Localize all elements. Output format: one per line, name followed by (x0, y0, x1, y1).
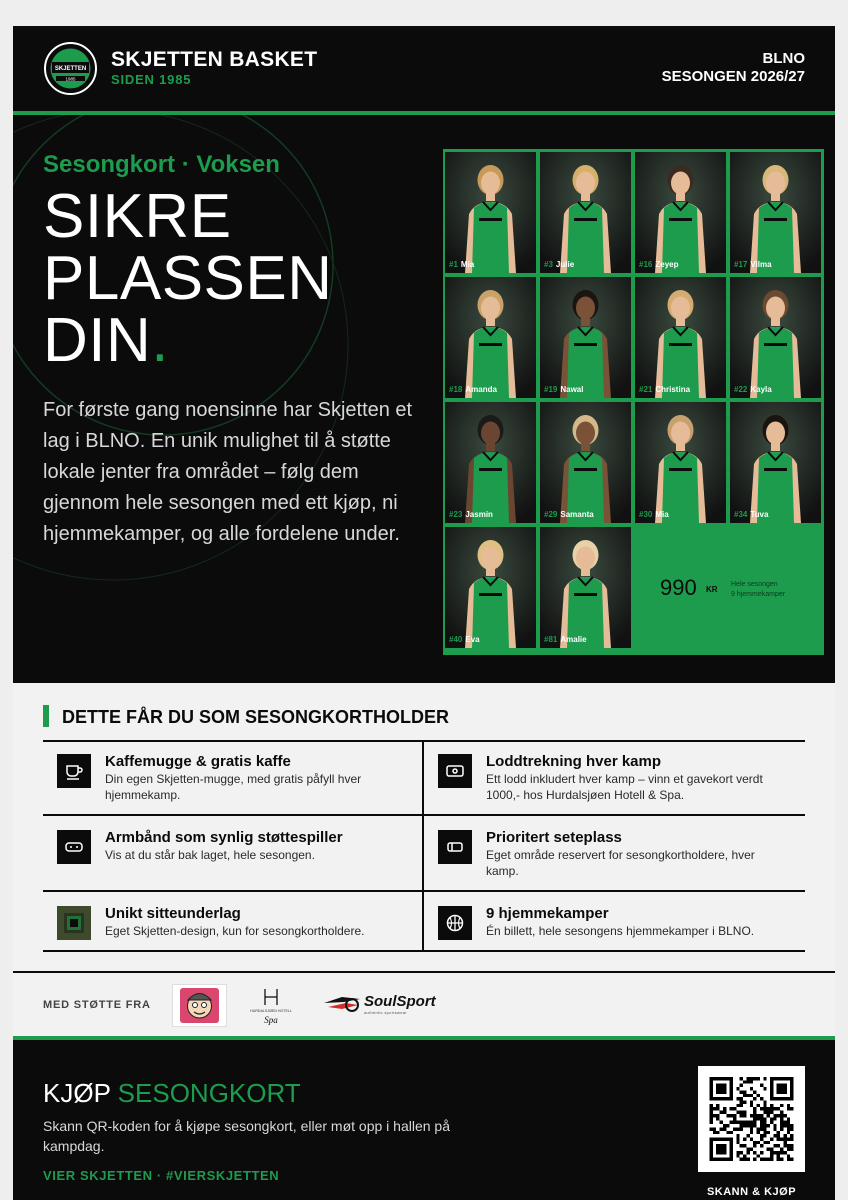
player-name: Zeyep (655, 260, 679, 269)
coffee-cup-icon (57, 754, 91, 788)
seat-icon (438, 830, 472, 864)
player-card (730, 152, 821, 273)
player-name: Mia (655, 510, 669, 519)
player-photo (730, 402, 821, 523)
player-caption (544, 260, 574, 269)
grid-divider (43, 814, 805, 816)
benefit-desc: Eget område reservert for sesongkortholdere, hver kamp. (486, 848, 755, 878)
player-caption (544, 635, 587, 644)
hotel-name: HURDALSJØEN HOTELL (250, 1009, 292, 1013)
player-card (635, 402, 726, 523)
footer-title (43, 1078, 301, 1109)
soulsport-name: SoulSport (364, 993, 436, 1010)
logo-year: 1985 (65, 76, 76, 82)
benefit-desc: Eget Skjetten-design, kun for sesongkortholdere. (105, 924, 365, 938)
qr-code[interactable] (698, 1066, 805, 1172)
player-caption (639, 510, 669, 519)
benefit-title: Loddtrekning hver kamp (486, 753, 662, 770)
club-logo (44, 42, 97, 95)
player-caption (734, 260, 772, 269)
player-card (540, 277, 631, 398)
player-name: Kayla (750, 385, 772, 394)
player-number: #17 (734, 260, 748, 269)
qr-code-icon (709, 1077, 794, 1161)
section-accent (43, 705, 49, 727)
benefit-item (424, 894, 794, 966)
basketball-icon (438, 906, 472, 940)
intro-text: For første gang noensinne har Skjetten et lag i BLNO. En unik mulighet til å støtte lokale jenter fra området – følg dem gjennom hele sesongen med ett kjøp, ni hjemmekamper, og alle fordelene under. (43, 399, 413, 545)
logo-text: SKJETTEN (54, 66, 87, 72)
sponsors-strip (13, 971, 835, 1038)
benefit-item (43, 742, 413, 814)
player-roster (443, 149, 824, 655)
player-photo (445, 527, 536, 648)
sponsor-logo-mascot (172, 984, 227, 1027)
benefit-desc: Én billett, hele sesongens hjemmekamper i BLNO. (486, 924, 755, 938)
wristband-icon (57, 830, 91, 864)
player-card (445, 152, 536, 273)
headline-line-2: PLASSEN (43, 244, 333, 313)
player-number: #30 (639, 510, 653, 519)
player-number: #29 (544, 510, 558, 519)
player-number: #18 (449, 385, 463, 394)
player-card (445, 402, 536, 523)
player-caption (639, 260, 678, 269)
player-name: Vilma (750, 260, 772, 269)
player-photo (635, 277, 726, 398)
player-caption (734, 385, 772, 394)
hero (13, 115, 835, 683)
season-info (662, 50, 805, 86)
player-name: Julie (555, 260, 575, 269)
benefit-title: Armbånd som synlig støttespiller (105, 829, 343, 846)
soulsport-tagline: authentic sportswear (364, 1010, 407, 1015)
player-name: Eva (465, 635, 480, 644)
player-photo (540, 402, 631, 523)
ticket-icon (438, 754, 472, 788)
benefits-section (13, 683, 835, 971)
sponsors-label: MED STØTTE FRA (43, 999, 151, 1011)
player-number: #19 (544, 385, 558, 394)
sponsor-logo-hurdalsjoen (248, 985, 294, 1027)
header (13, 26, 835, 112)
benefit-item (424, 818, 794, 890)
player-card (445, 527, 536, 648)
player-card (635, 152, 726, 273)
player-photo (445, 277, 536, 398)
player-number: #81 (544, 635, 558, 644)
footer-title-part1: KJØP (43, 1078, 111, 1108)
player-photo (540, 277, 631, 398)
player-number: #23 (449, 510, 463, 519)
poster (13, 26, 835, 1200)
player-photo (540, 527, 631, 648)
player-card (540, 152, 631, 273)
player-card (730, 402, 821, 523)
player-caption (544, 510, 594, 519)
benefit-title: Kaffemugge & gratis kaffe (105, 753, 291, 770)
headline-line-1: SIKRE (43, 182, 232, 251)
player-name: Nawal (560, 385, 584, 394)
player-caption (449, 510, 493, 519)
player-photo (635, 152, 726, 273)
benefit-desc: Vis at du står bak laget, hele sesongen. (105, 848, 315, 862)
player-photo (730, 277, 821, 398)
player-number: #3 (544, 260, 553, 269)
player-number: #16 (639, 260, 653, 269)
headline-dot: . (151, 306, 170, 375)
headline-word: DIN (43, 306, 152, 375)
player-number: #40 (449, 635, 463, 644)
benefit-item (43, 818, 413, 890)
benefit-desc: Din egen Skjetten-mugge, med gratis påfyll hver hjemmekamp. (105, 772, 362, 802)
player-name: Mia (460, 260, 475, 269)
price-note (731, 580, 785, 600)
player-number: #21 (639, 385, 653, 394)
player-photo (445, 402, 536, 523)
player-card (635, 277, 726, 398)
player-caption (449, 385, 497, 394)
player-number: #22 (734, 385, 748, 394)
headline (43, 182, 333, 375)
player-photo (635, 402, 726, 523)
benefit-item (424, 742, 794, 814)
footer-tagline: VIER SKJETTEN · #VIERSKJETTEN (43, 1168, 280, 1183)
grid-divider (43, 890, 805, 892)
player-name: Jasmin (465, 510, 493, 519)
club-since: SIDEN 1985 (111, 72, 192, 87)
footer (13, 1040, 835, 1200)
player-name: Tuva (750, 510, 769, 519)
player-caption (734, 510, 768, 519)
player-name: Samanta (560, 510, 594, 519)
sponsor-logo-soulsport (322, 991, 450, 1017)
benefit-title: Prioritert seteplass (486, 829, 622, 846)
price-note-line-1: Hele sesongen (731, 581, 778, 588)
price-amount: 990 (660, 575, 697, 600)
benefits-title: DETTE FÅR DU SOM SESONGKORTHOLDER (62, 707, 450, 727)
footer-text: Skann QR-koden for å kjøpe sesongkort, eller møt opp i hallen på kampdag. (43, 1118, 450, 1154)
seat-cushion-photo (57, 906, 91, 940)
price-box (635, 527, 822, 653)
season-label: SESONGEN 2026/27 (661, 68, 805, 85)
benefit-item (43, 894, 413, 966)
footer-title-part2: SESONGKORT (117, 1078, 301, 1108)
benefit-desc: Ett lodd inkludert hver kamp – vinn et gavekort verdt 1000,- hos Hurdalsjøen Hotell & Spa. (486, 772, 763, 802)
player-card (730, 277, 821, 398)
player-number: #1 (449, 260, 458, 269)
player-photo (540, 152, 631, 273)
player-card (540, 402, 631, 523)
league-label: BLNO (762, 50, 805, 67)
benefits-grid (43, 740, 805, 952)
player-card (540, 527, 631, 648)
player-name: Christina (655, 385, 691, 394)
player-name: Amalie (560, 635, 587, 644)
hotel-spa: Spa (264, 1015, 278, 1025)
club-name: SKJETTEN BASKET (111, 48, 318, 71)
player-card (445, 277, 536, 398)
benefit-title: 9 hjemmekamper (486, 905, 609, 922)
price-note-line-2: 9 hjemmekamper (731, 591, 786, 598)
player-photo (730, 152, 821, 273)
eyebrow: Sesongkort · Voksen (43, 151, 280, 178)
player-caption (449, 635, 480, 644)
qr-label: SKANN & KJØP (706, 1186, 797, 1198)
player-number: #34 (734, 510, 748, 519)
player-caption (639, 385, 690, 394)
player-caption (449, 260, 474, 269)
headline-line-3 (43, 306, 333, 375)
player-name: Amanda (465, 385, 497, 394)
benefit-title: Unikt sitteunderlag (105, 905, 241, 922)
player-photo (445, 152, 536, 273)
player-caption (544, 385, 583, 394)
price-currency: KR (706, 585, 718, 594)
soulsport-swoosh-icon (322, 991, 362, 1017)
